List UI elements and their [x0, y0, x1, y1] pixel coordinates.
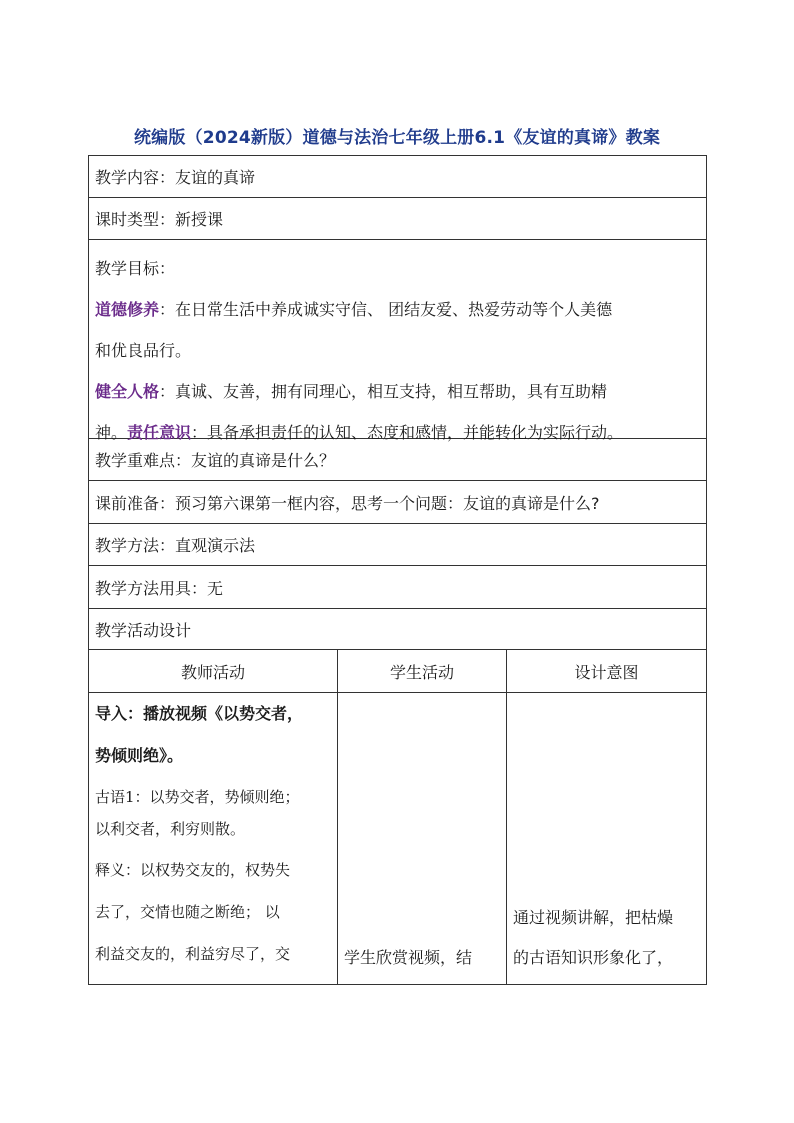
- goals-label: 教学目标：: [95, 259, 176, 278]
- moral-text-1: ：在日常生活中养成诚实守信、 团结友爱、热爱劳动等个人美德: [159, 300, 613, 319]
- teacher-lead: [95, 693, 331, 777]
- content-row: [89, 156, 706, 198]
- type-text: 课时类型：新授课: [95, 210, 224, 229]
- teacher-quote-line-1: 古语1：以势交者，势倾则绝；: [95, 788, 300, 806]
- student-activity-cell: [338, 693, 507, 985]
- activity-text: 教学活动设计: [95, 620, 192, 640]
- moral-line-1: [95, 289, 700, 330]
- lesson-plan-table: [88, 155, 707, 985]
- student-line-1: 学生欣赏视频，结: [344, 948, 473, 967]
- design-line-1: 通过视频讲解，把枯燥: [513, 908, 674, 927]
- design-intent-cell: [507, 693, 706, 985]
- content-text: 教学内容：友谊的真谛: [95, 168, 256, 187]
- teacher-lead-line-2: 势倾则绝》。: [95, 746, 184, 765]
- prep-row: [89, 481, 706, 524]
- moral-line-2: 和优良品行。: [95, 341, 192, 360]
- goals-section: [89, 240, 706, 442]
- column-header-teacher: 教师活动: [89, 650, 338, 693]
- prep-text: 课前准备：预习第六课第一框内容，思考一个问题：友谊的真谛是什么?: [95, 493, 600, 513]
- teacher-explain-line-2: 去了，交情也随之断绝； 以: [95, 903, 280, 921]
- activity-columns: [89, 650, 706, 985]
- method-text: 教学方法：直观演示法: [95, 536, 256, 555]
- responsibility-label: 责任意识: [127, 423, 192, 442]
- personality-text-2: 神。: [95, 423, 128, 442]
- column-header-student: 学生活动: [338, 650, 507, 693]
- teacher-explain-line-3: 利益交友的，利益穷尽了，交: [95, 945, 291, 963]
- teacher-activity-cell: [89, 693, 338, 985]
- responsibility-text: ：具备承担责任的认知、态度和感情，并能转化为实际行动。: [191, 423, 624, 442]
- design-line-2: 的古语知识形象化了，: [513, 948, 674, 967]
- teacher-quote-line-2: 以利交者，利穷则散。: [95, 820, 246, 838]
- activity-row: [89, 609, 706, 650]
- moral-label: 道德修养: [95, 300, 160, 319]
- tools-row: [89, 566, 706, 609]
- method-row: [89, 524, 706, 566]
- teacher-explain: [95, 849, 331, 975]
- personality-text-1: ：真诚、友善，拥有同理心，相互支持，相互帮助，具有互助精: [159, 382, 608, 401]
- personality-line-1: [95, 371, 700, 412]
- teacher-lead-line-1: 导入：播放视频《以势交者，: [95, 704, 304, 723]
- personality-line-2: [95, 412, 700, 453]
- teacher-explain-line-1: 释义：以权势交友的，权势失: [95, 861, 291, 879]
- teacher-quote: [95, 781, 331, 845]
- type-row: [89, 198, 706, 240]
- key-points-text: 教学重难点：友谊的真谛是什么？: [95, 451, 336, 470]
- personality-label: 健全人格: [95, 382, 160, 401]
- column-header-design: 设计意图: [507, 650, 706, 693]
- tools-text: 教学方法用具：无: [95, 578, 224, 598]
- document-title: 统编版（2024新版）道德与法治七年级上册6.1《友谊的真谛》教案: [133, 128, 661, 148]
